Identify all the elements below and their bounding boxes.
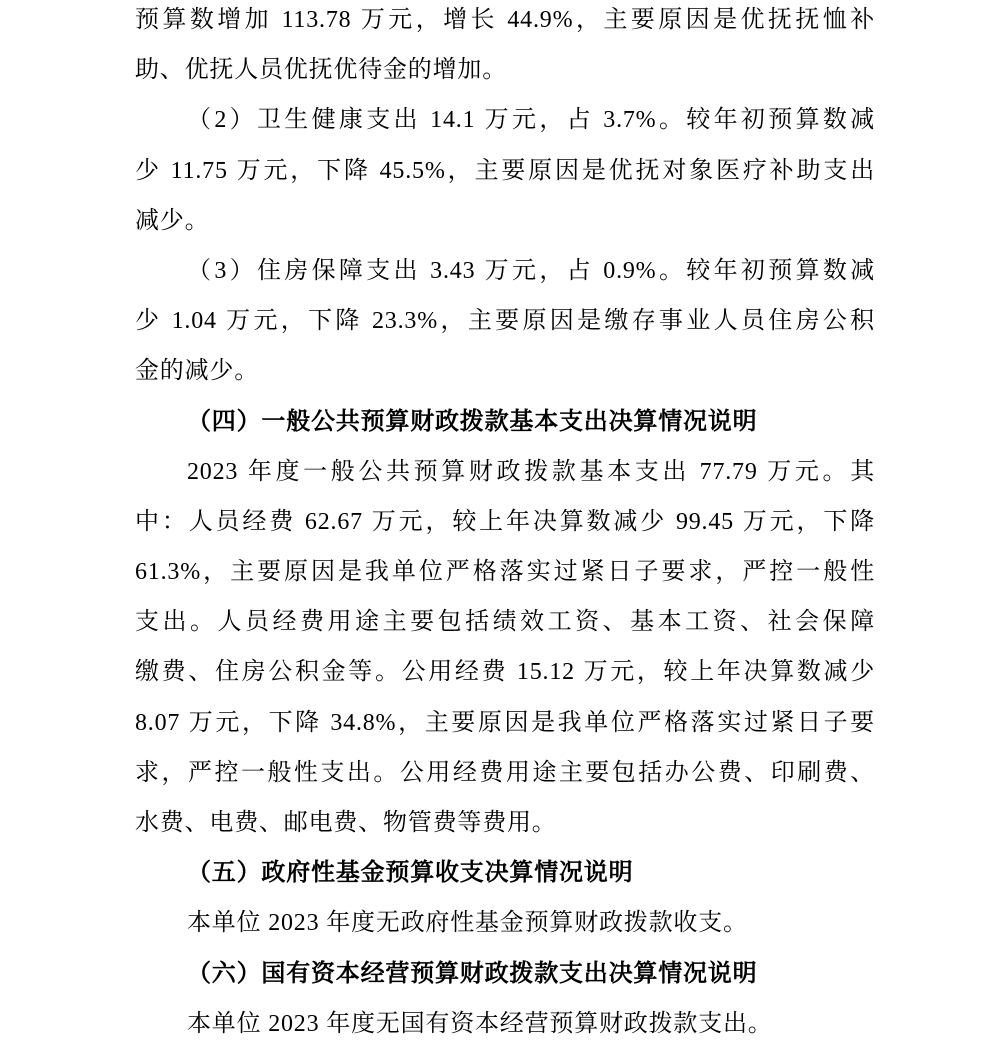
text-line: 本单位 2023 年度无国有资本经营预算财政拨款支出。 (187, 1010, 773, 1037)
paragraph-basic-expenditure (135, 457, 875, 838)
text-line: （2）卫生健康支出 14.1 万元，占 3.7%。较年初预算数减 (187, 107, 875, 134)
text-line: 缴费、住房公积金等。公用经费 15.12 万元，较上年决算数减少 (135, 659, 875, 686)
section-heading: （四）一般公共预算财政拨款基本支出决算情况说明 (187, 408, 758, 435)
text-line: 中：人员经费 62.67 万元，较上年决算数减少 99.45 万元，下降 (135, 508, 875, 535)
text-line: 助、优抚人员优抚优待金的增加。 (135, 57, 507, 84)
paragraph-health-expenditure (135, 105, 875, 235)
section-heading: （六）国有资本经营预算财政拨款支出决算情况说明 (187, 960, 758, 987)
text-line: 本单位 2023 年度无政府性基金预算财政拨款收支。 (187, 910, 748, 937)
paragraph-housing-expenditure (135, 256, 875, 386)
text-line: 减少。 (135, 207, 210, 234)
paragraph-pension-increase (135, 5, 875, 85)
paragraph-state-capital (135, 1009, 875, 1039)
text-line: 水费、电费、邮电费、物管费等费用。 (135, 810, 557, 836)
section-heading: （五）政府性基金预算收支决算情况说明 (187, 860, 634, 887)
paragraph-government-fund (135, 908, 875, 938)
text-line: 8.07 万元，下降 34.8%，主要原因是我单位严格落实过紧日子要 (135, 709, 875, 736)
text-line: 2023 年度一般公共预算财政拨款基本支出 77.79 万元。其 (187, 458, 875, 485)
text-line: （3）住房保障支出 3.43 万元，占 0.9%。较年初预算数减 (187, 257, 875, 284)
section-heading-state-capital (135, 959, 875, 989)
text-line: 61.3%，主要原因是我单位严格落实过紧日子要求，严控一般性 (135, 559, 875, 586)
text-line: 金的减少。 (135, 358, 259, 385)
section-heading-government-fund (135, 858, 875, 888)
section-heading-basic-expenditure (135, 407, 875, 437)
text-line: 预算数增加 113.78 万元，增长 44.9%，主要原因是优抚抚恤补 (135, 7, 875, 33)
document-page (135, 5, 875, 1039)
text-line: 少 11.75 万元，下降 45.5%，主要原因是优抚对象医疗补助支出 (135, 157, 875, 184)
text-line: 支出。人员经费用途主要包括绩效工资、基本工资、社会保障 (135, 609, 875, 636)
text-line: 少 1.04 万元，下降 23.3%，主要原因是缴存事业人员住房公积 (135, 308, 875, 335)
text-line: 求，严控一般性支出。公用经费用途主要包括办公费、印刷费、 (135, 759, 875, 786)
